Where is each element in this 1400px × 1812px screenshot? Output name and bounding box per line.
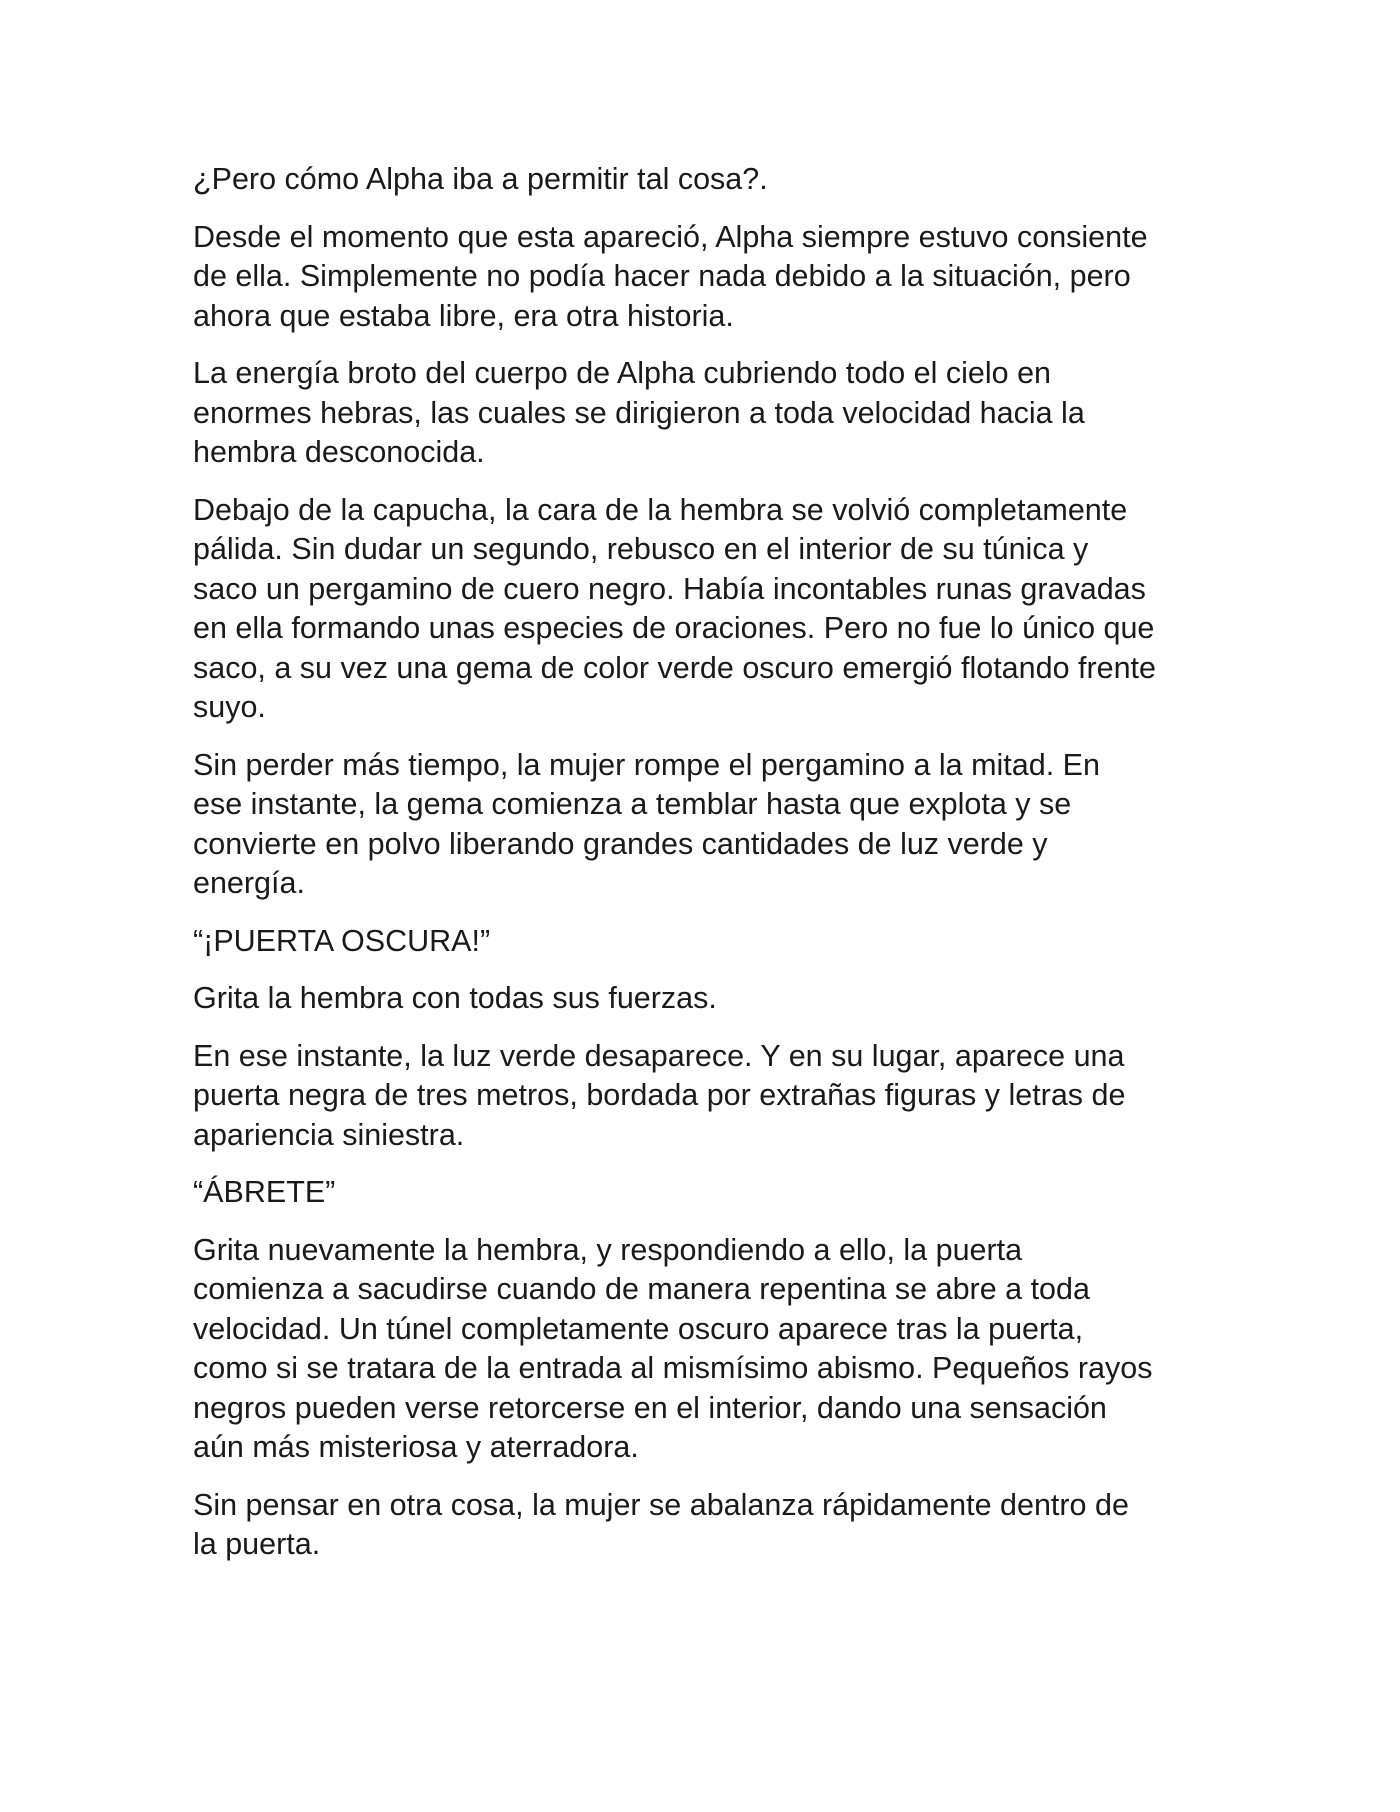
text-line: velocidad. Un túnel completamente oscuro aparece tras la puerta,	[193, 1311, 1084, 1346]
text-line: ahora que estaba libre, era otra historia.	[193, 298, 734, 333]
paragraph-10	[193, 1231, 1223, 1468]
paragraph-8	[193, 1037, 1223, 1156]
paragraph-9	[193, 1173, 1223, 1213]
text-line: hembra desconocida.	[193, 435, 485, 469]
text-line: la puerta.	[193, 1527, 321, 1561]
paragraph-11	[193, 1486, 1223, 1565]
text-line: saco un pergamino de cuero negro. Había incontables runas gravadas	[193, 571, 1146, 606]
paragraph-3	[193, 354, 1223, 473]
text-line: pálida. Sin dudar un segundo, rebusco en el interior de su túnica y	[193, 532, 1089, 566]
text-line: Desde el momento que esta apareció, Alpha siempre estuvo consiente	[193, 219, 1148, 254]
body-text	[193, 160, 1223, 1583]
paragraph-2	[193, 218, 1223, 337]
text-line: saco, a su vez una gema de color verde oscuro emergió flotando frente	[193, 650, 1156, 685]
text-line: convierte en polvo liberando grandes cantidades de luz verde y	[193, 826, 1048, 861]
text-line: Debajo de la capucha, la cara de la hembra se volvió completamente	[193, 492, 1128, 527]
text-line: La energía broto del cuerpo de Alpha cubriendo todo el cielo en	[193, 356, 1052, 390]
text-line: En ese instante, la luz verde desaparece. Y en su lugar, aparece una	[193, 1038, 1125, 1073]
text-line: ese instante, la gema comienza a temblar hasta que explota y se	[193, 787, 1072, 821]
text-line: Grita la hembra con todas sus fuerzas.	[193, 981, 717, 1015]
text-line: “ÁBRETE”	[193, 1175, 336, 1209]
paragraph-7	[193, 979, 1223, 1019]
text-line: en ella formando unas especies de oraciones. Pero no fue lo único que	[193, 611, 1155, 645]
text-line: energía.	[193, 866, 305, 900]
text-line: enormes hebras, las cuales se dirigieron a toda velocidad hacia la	[193, 395, 1085, 430]
text-line: “¡PUERTA OSCURA!”	[193, 923, 491, 958]
paragraph-5	[193, 746, 1223, 904]
text-line: puerta negra de tres metros, bordada por extrañas figuras y letras de	[193, 1078, 1126, 1112]
text-line: Grita nuevamente la hembra, y respondiendo a ello, la puerta	[193, 1232, 1023, 1267]
paragraph-1	[193, 160, 1223, 200]
text-line: ¿Pero cómo Alpha iba a permitir tal cosa?.	[193, 162, 768, 196]
text-line: negros pueden verse retorcerse en el interior, dando una sensación	[193, 1390, 1107, 1425]
text-line: Sin perder más tiempo, la mujer rompe el pergamino a la mitad. En	[193, 747, 1100, 782]
text-line: aún más misteriosa y aterradora.	[193, 1430, 639, 1464]
text-line: como si se tratara de la entrada al mismísimo abismo. Pequeños rayos	[193, 1351, 1153, 1385]
paragraph-6	[193, 922, 1223, 962]
text-line: suyo.	[193, 690, 266, 724]
paragraph-4	[193, 491, 1223, 728]
text-line: de ella. Simplemente no podía hacer nada debido a la situación, pero	[193, 259, 1131, 293]
text-line: Sin pensar en otra cosa, la mujer se abalanza rápidamente dentro de	[193, 1487, 1129, 1522]
text-line: comienza a sacudirse cuando de manera repentina se abre a toda	[193, 1272, 1090, 1306]
text-line: apariencia siniestra.	[193, 1117, 465, 1152]
